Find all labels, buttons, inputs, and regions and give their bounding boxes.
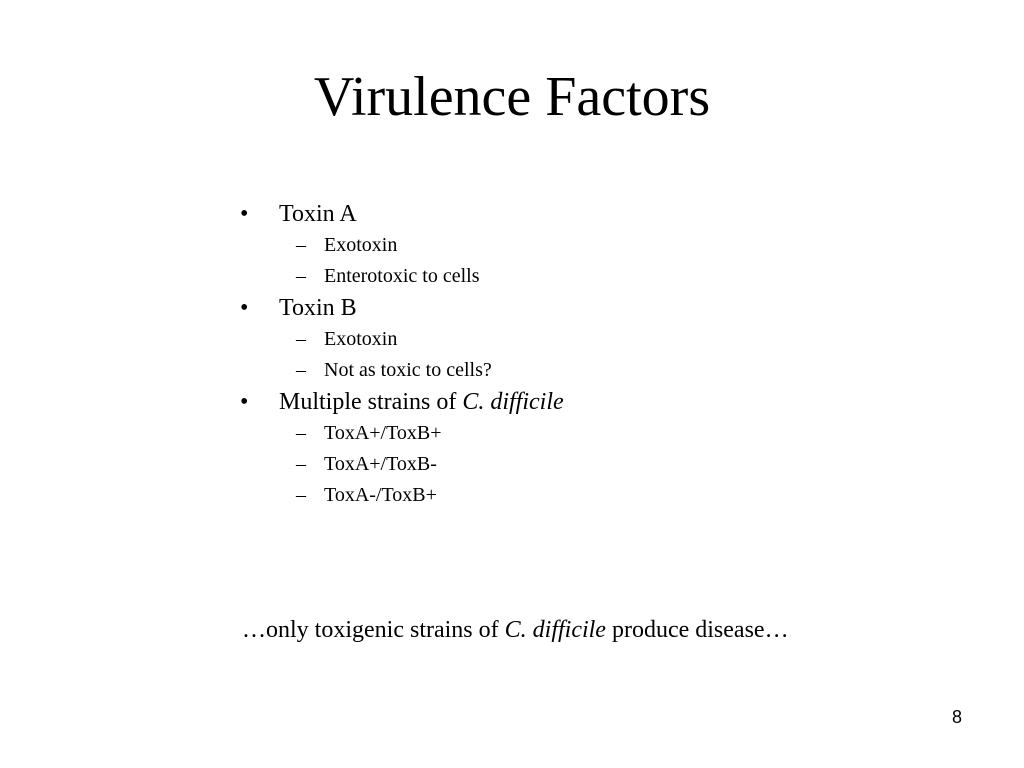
bullet-marker: • [240, 389, 249, 415]
sub-bullet-marker: – [296, 484, 306, 506]
sub-bullet-text: ToxA+/ToxB+ [324, 422, 442, 444]
conclusion-note [242, 614, 789, 646]
note-suffix: produce disease… [605, 617, 789, 643]
note-prefix: …only toxigenic strains of [242, 617, 505, 643]
sub-bullet-marker: – [296, 265, 306, 287]
sub-bullet-item [240, 418, 840, 449]
sub-bullet-text: Exotoxin [324, 328, 398, 350]
sub-bullet-item [240, 480, 840, 511]
bullet-text-prefix: Multiple strains of [279, 389, 463, 415]
sub-bullet-marker: – [296, 453, 306, 475]
sub-bullet-text: Exotoxin [324, 234, 398, 256]
sub-bullet-text: Enterotoxic to cells [324, 265, 480, 287]
sub-bullet-text: ToxA-/ToxB+ [324, 484, 437, 506]
sub-bullet-item [240, 355, 840, 386]
sub-bullet-text: ToxA+/ToxB- [324, 453, 437, 475]
bullet-text: Toxin B [279, 295, 357, 321]
bullet-item [240, 292, 840, 324]
sub-bullet-item [240, 261, 840, 292]
bullet-list [240, 198, 840, 511]
sub-bullet-marker: – [296, 359, 306, 381]
bullet-marker: • [240, 201, 249, 227]
sub-bullet-marker: – [296, 422, 306, 444]
page-number: 8 [951, 707, 962, 727]
bullet-text: Toxin A [279, 201, 357, 227]
sub-bullet-item [240, 324, 840, 355]
bullet-item [240, 198, 840, 230]
sub-bullet-item [240, 449, 840, 480]
sub-bullet-text: Not as toxic to cells? [324, 359, 492, 381]
bullet-item [240, 386, 840, 418]
species-name: C. difficile [504, 617, 606, 643]
sub-bullet-marker: – [296, 234, 306, 256]
bullet-text [279, 386, 564, 418]
sub-bullet-marker: – [296, 328, 306, 350]
bullet-marker: • [240, 295, 249, 321]
slide-title: Virulence Factors [313, 66, 711, 128]
species-name: C. difficile [462, 389, 564, 415]
sub-bullet-item [240, 230, 840, 261]
